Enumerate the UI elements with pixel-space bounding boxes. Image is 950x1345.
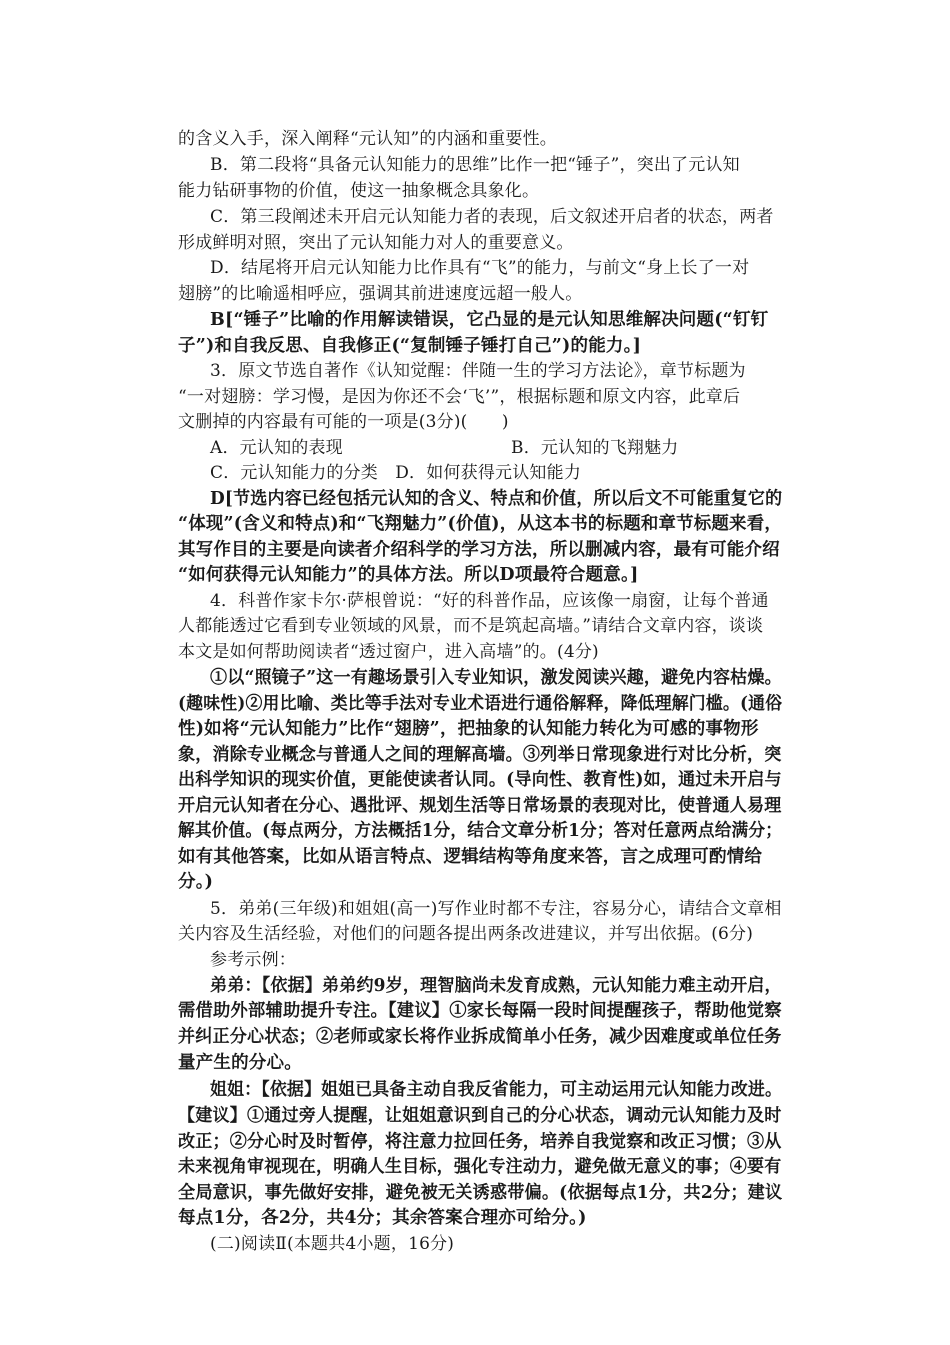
answer-line: 未来视角审视现在，明确人生目标，强化专注动力，避免做无意义的事；④要有 [178,1157,782,1177]
answer-line: 解其价值。(每点两分，方法概括1分，结合文章分析1分；答对任意两点给满分； [178,821,783,841]
option-b-line: B．第二段将“具备元认知能力的思维”比作一把“锤子”，突出了元认知 [210,155,740,175]
answer-line: 【建议】①通过旁人提醒，让姐姐意识到自己的分心状态，调动元认知能力及时 [178,1106,782,1126]
answer-line: (趣味性)②用比喻、类比等手法对专业术语进行通俗解释，降低理解门槛。(通俗 [178,694,783,714]
option-d-line: D．结尾将开启元认知能力比作具有“飞”的能力，与前文“身上长了一对 [210,258,750,278]
text-line: 关内容及生活经验，对他们的问题各提出两条改进建议，并写出依据。(6分) [178,924,754,944]
answer-line: “如何获得元认知能力”的具体方法。所以D项最符合题意。] [178,565,639,585]
answer-line: 性)如将“元认知能力”比作“翅膀”，把抽象的认知能力转化为可感的事物形 [178,719,759,739]
choice-b: B．元认知的飞翔魅力 [511,438,679,458]
answer-line: 量产生的分心。 [178,1053,302,1073]
section-heading: (二)阅读Ⅱ(本题共4小题，16分) [210,1234,455,1254]
answer-line: 子”)和自我反思、自我修正(“复制锤子锤打自己”)的能力。] [178,336,642,356]
answer-line: 其写作目的主要是向读者介绍科学的学习方法，所以删减内容，最有可能介绍 [178,540,780,560]
answer-line: 并纠正分心状态；②老师或家长将作业拆成简单小任务，减少因难度或单位任务 [178,1027,782,1047]
answer-line: 如有其他答案，比如从语言特点、逻辑结构等角度来答，言之成理可酌情给 [178,847,763,867]
example-label: 参考示例： [210,950,296,970]
answer-line: 需借助外部辅助提升专注。【建议】①家长每隔一段时间提醒孩子，帮助他觉察 [178,1001,782,1021]
text-line: 翅膀”的比喻遥相呼应，强调其前进速度远超一般人。 [178,284,583,304]
text-line: “一对翅膀：学习慢，是因为你还不会‘飞’”，根据标题和原文内容，此章后 [178,387,741,407]
question-3-line: 3．原文节选自著作《认知觉醒：伴随一生的学习方法论》，章节标题为 [210,361,746,381]
text-line: 的含义入手，深入阐释“元认知”的内涵和重要性。 [178,129,557,149]
text-line: 形成鲜明对照，突出了元认知能力对人的重要意义。 [178,233,574,253]
text-line: 人都能透过它看到专业领域的风景，而不是筑起高墙。”请结合文章内容，谈谈 [178,616,764,636]
question-4-line: 4．科普作家卡尔·萨根曾说：“好的科普作品，应该像一扇窗，让每个普通 [210,591,769,611]
option-c-line: C．第三段阐述未开启元认知能力者的表现，后文叙述开启者的状态，两者 [210,207,774,227]
answer-line: 象，消除专业概念与普通人之间的理解高墙。③列举日常现象进行对比分析，突 [178,745,782,765]
answer-line: 姐姐：【依据】姐姐已具备主动自我反省能力，可主动运用元认知能力改进。 [210,1080,783,1100]
answer-line: D[节选内容已经包括元认知的含义、特点和价值，所以后文不可能重复它的 [210,489,783,509]
answer-line: 开启元认知者在分心、遇批评、规划生活等日常场景的表现对比，使普通人易理 [178,796,782,816]
answer-line: B[“锤子”比喻的作用解读错误，它凸显的是元认知思维解决问题(“钉钉 [210,310,769,330]
question-5-line: 5．弟弟(三年级)和姐姐(高一)写作业时都不专注，容易分心，请结合文章相 [210,899,782,919]
answer-line: 分。) [178,872,214,892]
answer-line: 弟弟：【依据】弟弟约9岁，理智脑尚未发育成熟，元认知能力难主动开启， [210,976,782,996]
answer-line: “体现”(含义和特点)和“飞翔魅力”(价值)，从这本书的标题和章节标题来看， [178,514,782,534]
answer-line: 每点1分，各2分，共4分；其余答案合理亦可给分。) [178,1208,587,1228]
answer-line: 全局意识，事先做好安排，避免被无关诱惑带偏。(依据每点1分，共2分；建议 [178,1183,783,1203]
answer-line: ①以“照镜子”这一有趣场景引入专业知识，激发阅读兴趣，避免内容枯燥。 [210,668,782,688]
choice-a: A．元认知的表现 [210,438,343,458]
choice-c-d: C．元认知能力的分类 D．如何获得元认知能力 [210,463,582,483]
answer-line: 出科学知识的现实价值，更能使读者认同。(导向性、教育性)如，通过未开启与 [178,770,782,790]
text-line: 文删掉的内容最有可能的一项是(3分)( ) [178,412,509,432]
answer-line: 改正；②分心时及时暂停，将注意力拉回任务，培养自我觉察和改正习惯；③从 [178,1132,782,1152]
text-line: 本文是如何帮助阅读者“透过窗户，进入高墙”的。(4分) [178,642,599,662]
text-line: 能力钻研事物的价值，使这一抽象概念具象化。 [178,181,540,201]
